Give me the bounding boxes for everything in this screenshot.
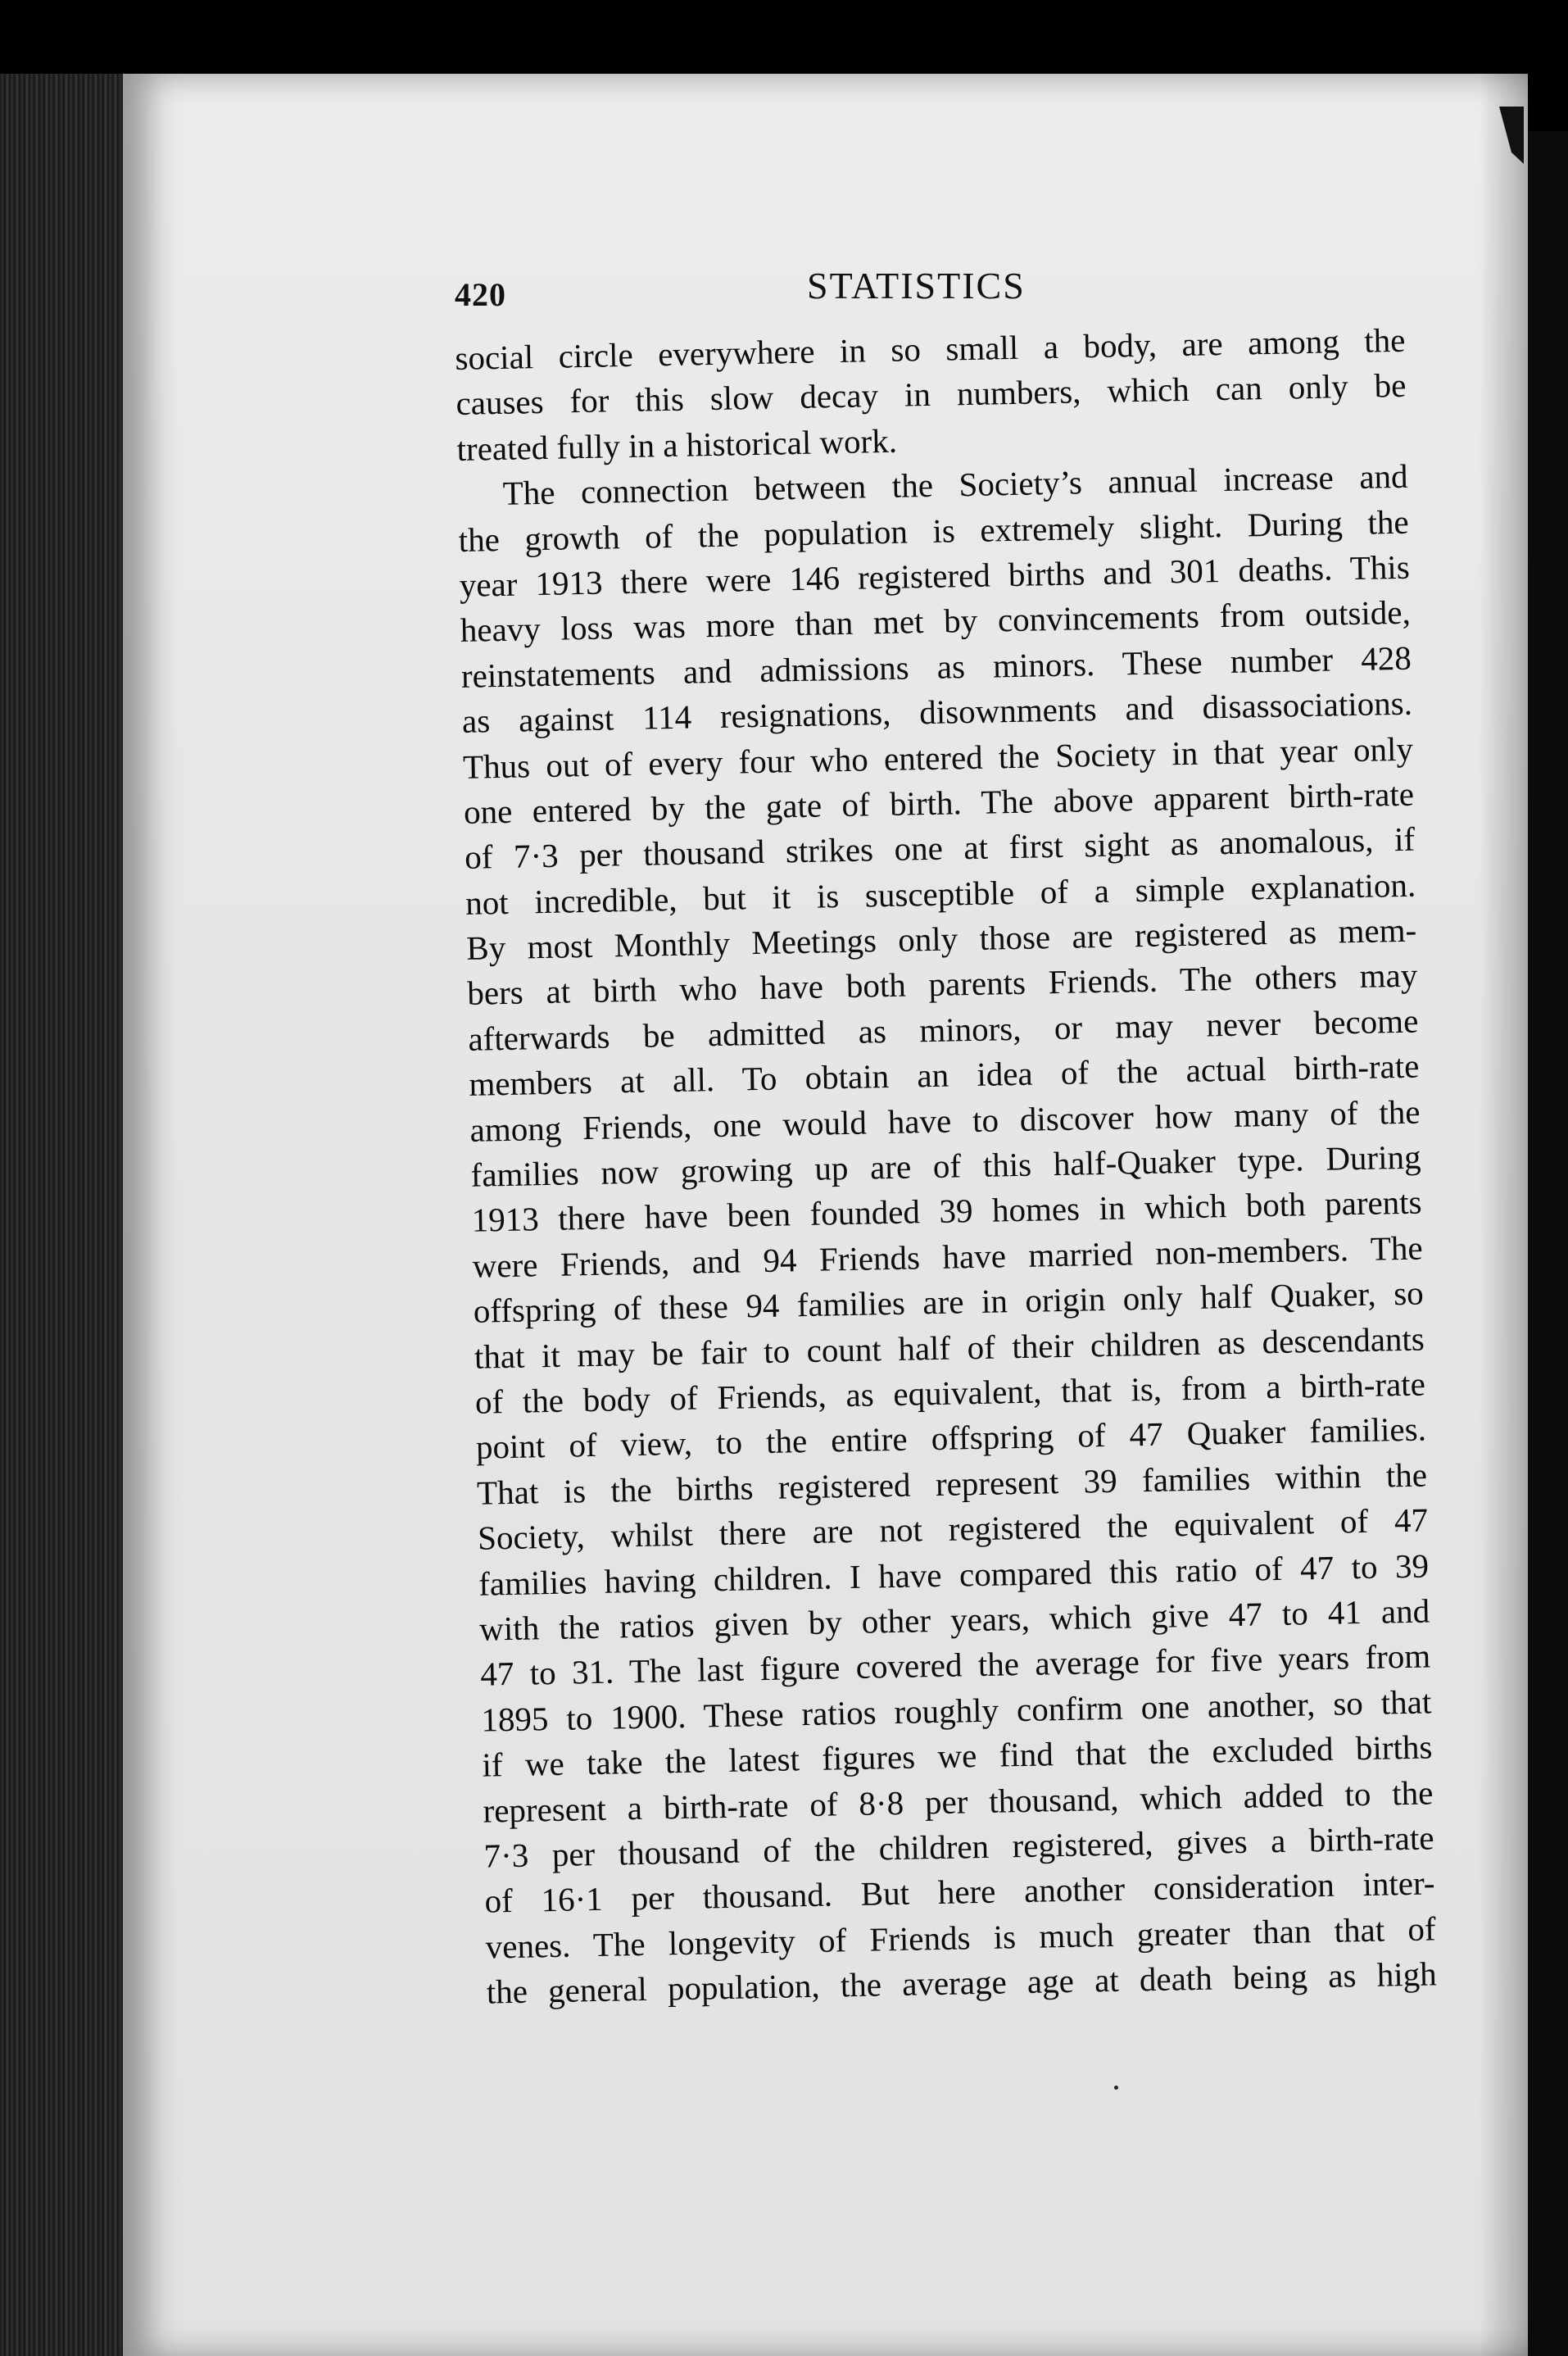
text-line: reinstatements and admissions as minors. These number 428 [460, 638, 1412, 695]
text-line: not incredible, but it is susceptible of a simple explanation. [465, 865, 1416, 922]
text-line: with the ratios given by other years, which give 47 to 41 and [478, 1591, 1430, 1648]
text-line: social circle everywhere in so small a body, are among the [455, 320, 1406, 377]
page-shadow [1479, 74, 1528, 2356]
text-line: the growth of the population is extremely slight. During the [458, 502, 1409, 559]
text-line: year 1913 there were 146 registered births and 301 deaths. This [459, 547, 1411, 604]
text-line: Thus out of every four who entered the Society in that year only [462, 729, 1414, 786]
text-line: causes for this slow decay in numbers, which can only be [455, 366, 1407, 423]
running-head: STATISTICS [807, 265, 1026, 306]
text-line: 7·3 per thousand of the children registered, gives a birth-rate [483, 1818, 1434, 1875]
text-line: families now growing up are of this half-Quaker type. During [470, 1137, 1421, 1194]
text-line: That is the births registered represent 39 families within the [476, 1455, 1428, 1512]
text-line: as against 114 resignations, disownments and disassociations. [461, 683, 1413, 741]
text-line: treated fully in a historical work. [456, 421, 898, 468]
text-line: of the body of Friends, as equivalent, that is, from a birth-rate [474, 1364, 1426, 1421]
right-book-edge [1528, 131, 1568, 2356]
text-line: 1913 there have been founded 39 homes in which both parents [471, 1183, 1422, 1240]
page-header [455, 264, 1045, 321]
text-line: of 16·1 per thousand. But here another consideration inter- [484, 1863, 1435, 1920]
text-line: 1895 to 1900. These ratios roughly confirm one another, so that [480, 1682, 1432, 1739]
text-line: of 7·3 per thousand strikes one at first sight as anomalous, if [464, 819, 1416, 877]
text-line: point of view, to the entire offspring of 47 Quaker families. [475, 1410, 1427, 1467]
text-line: that it may be fair to count half of their children as descendants [474, 1319, 1425, 1376]
page-number: 420 [455, 276, 506, 313]
paper-speck [1114, 2086, 1118, 2090]
text-line: offspring of these 94 families are in origin only half Quaker, so [473, 1273, 1425, 1330]
text-line: heavy loss was more than met by convincements from outside, [460, 593, 1412, 650]
text-line: families having children. I have compared this ratio of 47 to 39 [478, 1546, 1430, 1603]
body-text [455, 318, 1437, 2015]
text-line: By most Monthly Meetings only those are registered as mem- [465, 910, 1417, 967]
text-line: The connection between the Society’s annual increase and [502, 456, 1408, 513]
text-line: one entered by the gate of birth. The above apparent birth-rate [463, 774, 1415, 831]
text-line: the general population, the average age at death being as high [486, 1954, 1438, 2011]
text-line: among Friends, one would have to discover how many of the [469, 1092, 1421, 1149]
text-line: venes. The longevity of Friends is much greater than that of [485, 1909, 1436, 1966]
text-line: were Friends, and 94 Friends have married non-members. The [472, 1228, 1424, 1285]
text-line: members at all. To obtain an idea of the actual birth-rate [469, 1046, 1420, 1104]
text-line: represent a birth-rate of 8·8 per thousand, which added to the [483, 1773, 1434, 1830]
text-line: 47 to 31. The last figure covered the average for five years from [479, 1636, 1431, 1694]
text-line: bers at birth who have both parents Friends. The others may [466, 956, 1418, 1013]
text-line: Society, whilst there are not registered the equivalent of 47 [477, 1500, 1429, 1557]
text-line: afterwards be admitted as minors, or may never become [468, 1001, 1419, 1058]
book-page-edges [0, 74, 143, 2356]
text-line: if we take the latest figures we find that the excluded births [482, 1727, 1433, 1784]
